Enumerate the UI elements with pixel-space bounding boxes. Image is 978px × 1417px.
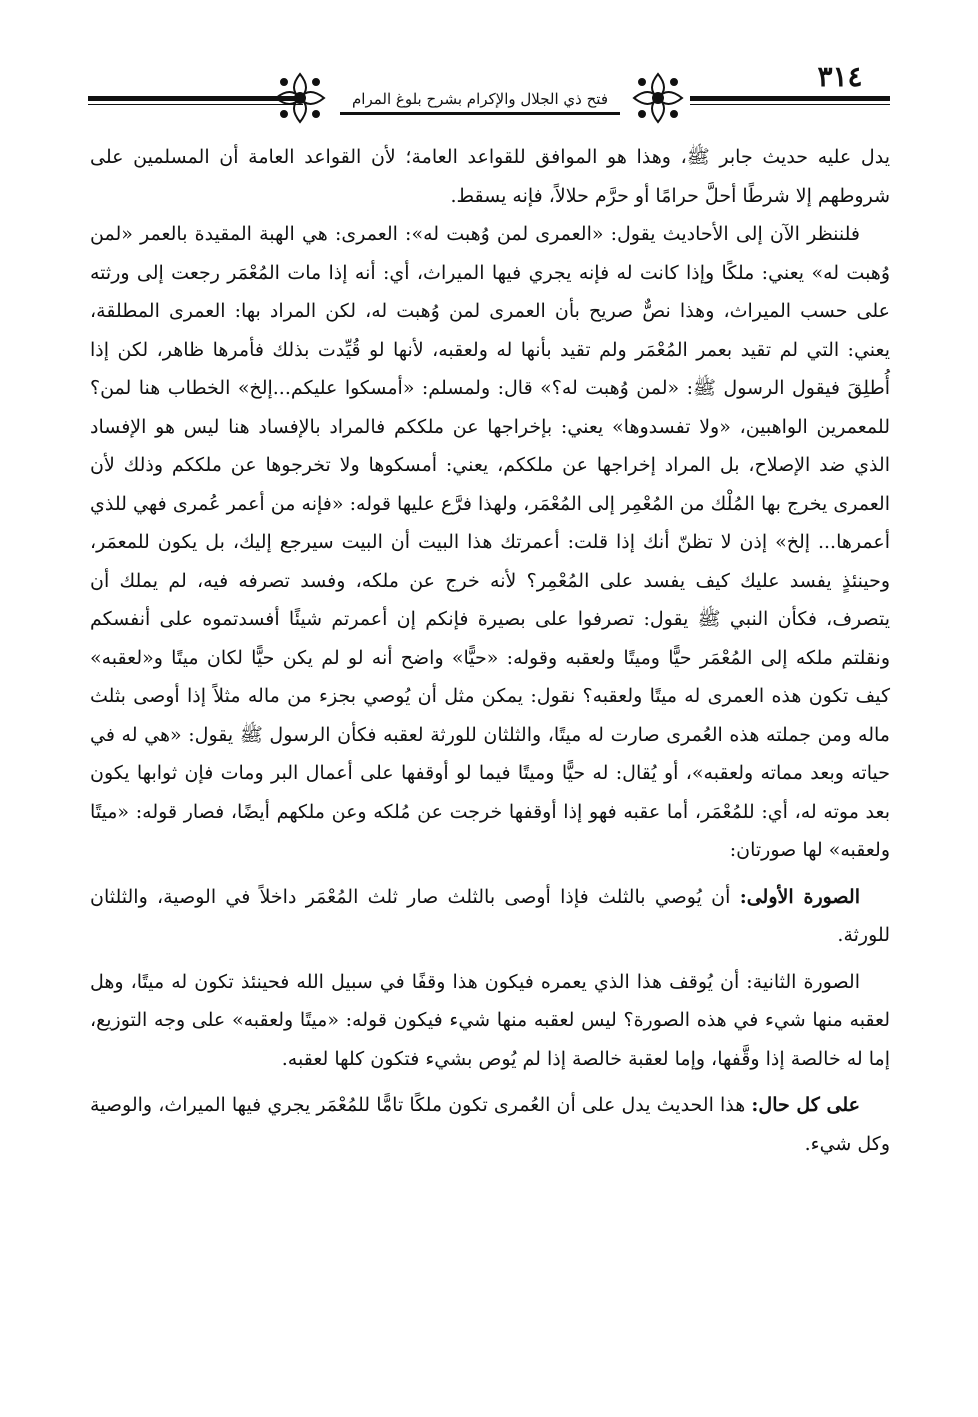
- paragraph-lead: على كل حال:: [751, 1094, 860, 1116]
- paragraph-text: يدل عليه حديث جابر ﷺ، وهذا هو الموافق للقواعد العامة؛ لأن القواعد العامة أن المسلمين على شروطهم إلا شرطًا أحلَّ حرامًا أو حرَّم حلالاً، فإنه يسقط.: [90, 146, 890, 207]
- floral-ornament-icon: [630, 70, 686, 126]
- header-rule-right: [690, 96, 890, 101]
- floral-ornament-icon: [272, 70, 328, 126]
- paragraph-text: أن يُوصي بالثلث فإذا أوصى بالثلث صار ثلث المُعْمَر داخلاً في الوصية، والثلثان للورثة.: [90, 885, 890, 946]
- paragraph-text: فلننظر الآن إلى الأحاديث يقول: «العمرى لمن وُهبت له»: العمرى: هي الهبة المقيدة بالعمر «لمن وُهبت له» يعني: ملكًا وإذا كانت له فإنه يجري فيها الميراث، أي: أنه إذا مات المُعْمَر رجعت إلى ورثته على حسب الميراث، وهذا نصٌّ صريح بأن العمرى لمن وُهبت له، لكن المراد بها: العمرى المطلقة، يعني: التي لم تقيد بعمر المُعْمَر ولم تقيد بأنها له ولعقبه، لأنها لو قُيِّدت بذلك فأمرها ظاهر، لكن إذا أُطلِقَ فيقول الرسول ﷺ: «لمن وُهبت له؟» قال: ولمسلم: «أمسكوا عليكم...إلخ» الخطاب هنا لمن؟ للمعمرين الواهبين، «ولا تفسدوها» يعني: بإخراجها عن ملككم فالمراد بالإفساد هنا ليس هو الإفساد الذي ضد الإصلاح، بل المراد إخراجها عن ملككم، يعني: أمسكوها ولا تخرجوها عن ملككم وذلك لأن العمرى يخرج بها المُلْك من المُعْمِر إلى المُعْمَر، ولهذا فرَّع عليها قوله: «فإنه من أعمر عُمرى فهي للذي أعمرها... إلخ» إذن لا تظنّ أنك إذا قلت: أعمرتك هذا البيت أن البيت سيرجع إليك، بل يكون للمعمَر، وحينئذٍ يفسد عليك كيف يفسد على المُعْمِر؟ لأنه خرج عن ملكه، وفسد تصرفه فيه، لم يملك أن يتصرف، فكأن النبي ﷺ يقول: تصرفوا على بصيرة فإنكم إن أعمرتم شيئًا أفسدتموه على أنفسكم ونقلتم ملكه إلى المُعْمَر حيًّا وميتًا ولعقبه وقوله: «حيًّا» واضح أنه لو لم يكن حيًّا لكان ميتًا و«لعقبه» كيف تكون هذه العمرى له ميتًا ولعقبه؟ نقول: يمكن مثل أن يُوصي بجزء من ماله مثلاً إذا أوصى بثلث ماله ومن جملته هذه العُمرى صارت له ميتًا، والثلثان للورثة لعقبه فكأن الرسول ﷺ يقول: «هي له في حياته وبعد مماته ولعقبه»، أو يُقال: له حيًّا وميتًا فيما لو أوقفها على أعمال البر ومات فإن ثوابها يكون بعد موته له، أي: للمُعْمَر، أما عقبه فهو إذا أوقفها خرجت عن مُلكه وعن ملكهم أيضًا، فصار قوله: «ميتًا ولعقبه» لها صورتان:: [90, 223, 890, 861]
- page-number: ٣١٤: [817, 60, 863, 93]
- paragraph-text: الصورة الثانية: أن يُوقف هذا الذي يعمره فيكون هذا وقفًا في سبيل الله فحينئذ تكون له ميتًا، وهل لعقبه منها شيء في هذه الصورة؟ ليس لعقبه منها شيء فيكون قوله: «ميتًا ولعقبه» على وجه التوزيع، إما له خالصة إذا وقَّفها، وإما لعقبة خالصة إذا لم يُوص بشيء فتكون كلها لعقبه.: [90, 970, 890, 1070]
- paragraph-2: [90, 215, 890, 870]
- book-title: فتح ذي الجلال والإكرام بشرح بلوغ المرام: [351, 90, 608, 108]
- paragraph-3: [90, 878, 890, 955]
- paragraph-text: هذا الحديث يدل على أن العُمرى تكون ملكًا تامًّا للمُعْمَر يجري فيها الميراث، والوصية وكل شيء.: [90, 1094, 890, 1155]
- body-text: [90, 138, 890, 1163]
- header-rule-left: [88, 96, 303, 101]
- paragraph-5: [90, 1086, 890, 1163]
- paragraph-4: [90, 963, 890, 1079]
- paragraph-1: [90, 138, 890, 215]
- paragraph-lead: الصورة الأولى:: [739, 885, 860, 908]
- running-header: [0, 0, 978, 140]
- header-title-underline: [340, 112, 620, 115]
